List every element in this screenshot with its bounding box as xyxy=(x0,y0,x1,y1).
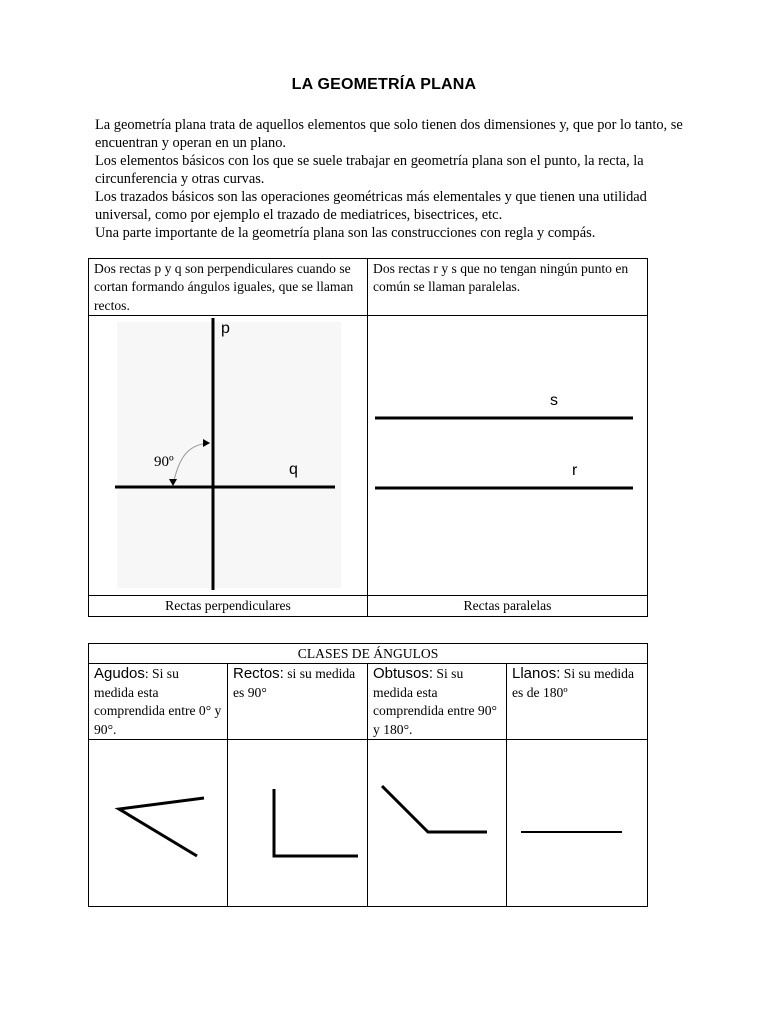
angle-type-definition: : Si su medida esta comprendida entre 0° y 90°. xyxy=(94,666,222,737)
perpendicular-figure-cell xyxy=(89,316,368,596)
angles-table xyxy=(88,643,648,907)
obtuse-angle-figure xyxy=(368,740,507,901)
angle-type-name: Llanos: xyxy=(512,665,561,683)
perpendicular-lines-figure xyxy=(89,316,368,590)
obtuse-angle-cell xyxy=(368,740,507,907)
label-q: q xyxy=(289,461,298,479)
angle-label: 90º xyxy=(154,454,174,471)
parallel-lines-figure xyxy=(368,316,648,590)
intro-paragraph: Los trazados básicos son las operaciones geométricas más elementales y que tienen una utilidad universal, como por ejemplo el trazado de mediatrices, bisectrices, etc. xyxy=(95,189,647,223)
obtuse-angle-lines xyxy=(382,786,487,832)
parallel-description: Dos rectas r y s que no tengan ningún punto en común se llaman paralelas. xyxy=(368,259,648,316)
straight-angle-cell xyxy=(507,740,648,907)
figure-background xyxy=(117,322,341,588)
angle-type-right xyxy=(228,664,368,740)
angle-type-definition: Si su medida es de 180º xyxy=(512,666,635,700)
right-angle-figure xyxy=(228,740,368,901)
lines-table xyxy=(88,258,648,617)
acute-angle-figure xyxy=(89,740,228,901)
perpendicular-caption: Rectas perpendiculares xyxy=(89,596,368,616)
intro-paragraph: La geometría plana trata de aquellos elementos que solo tienen dos dimensiones y, que por lo tanto, se encuentran y operan en un plano. xyxy=(95,117,683,151)
page-title: LA GEOMETRÍA PLANA xyxy=(291,76,477,93)
label-p: p xyxy=(221,320,230,338)
angles-table-header: CLASES DE ÁNGULOS xyxy=(89,644,648,664)
angle-type-definition: si su medida es 90° xyxy=(233,666,356,700)
intro-text xyxy=(95,116,685,242)
parallel-caption: Rectas paralelas xyxy=(368,596,648,616)
right-angle-cell xyxy=(228,740,368,907)
straight-angle-figure xyxy=(507,740,648,901)
angle-type-acute xyxy=(89,664,228,740)
perpendicular-description: Dos rectas p y q son perpendiculares cuando se cortan formando ángulos iguales, que se llaman rectos. xyxy=(89,259,368,316)
angle-type-definition: Si su medida esta comprendida entre 90° y 180°. xyxy=(373,666,497,737)
acute-angle-cell xyxy=(89,740,228,907)
angle-type-name: Obtusos: xyxy=(373,665,434,683)
parallel-figure-cell xyxy=(368,316,648,596)
angle-type-obtuse xyxy=(368,664,507,740)
intro-paragraph: Una parte importante de la geometría plana son las construcciones con regla y compás. xyxy=(95,225,596,241)
acute-angle-lines xyxy=(119,798,204,856)
angle-type-name: Agudos xyxy=(94,665,145,683)
label-r: r xyxy=(572,462,578,480)
right-angle-lines xyxy=(274,789,358,856)
angle-type-straight xyxy=(507,664,648,740)
label-s: s xyxy=(550,392,558,410)
angle-type-name: Rectos: xyxy=(233,665,284,683)
intro-paragraph: Los elementos básicos con los que se suele trabajar en geometría plana son el punto, la recta, la circunferencia y otras curvas. xyxy=(95,153,644,187)
